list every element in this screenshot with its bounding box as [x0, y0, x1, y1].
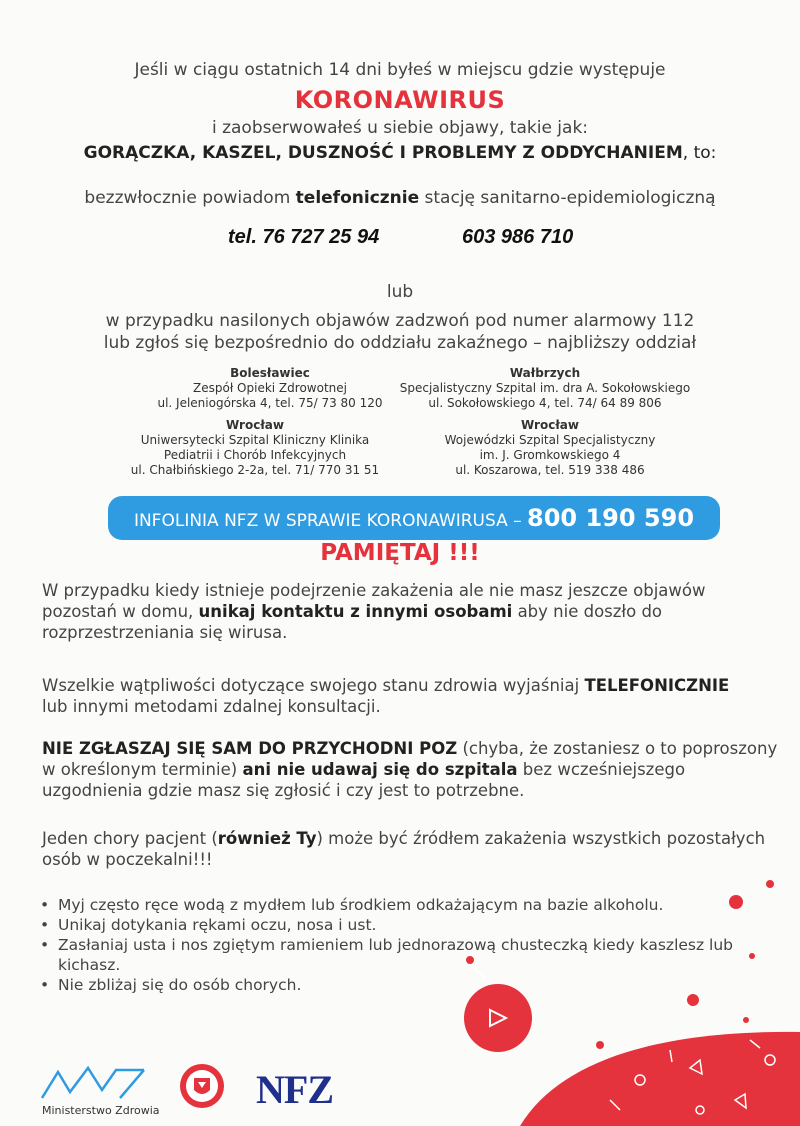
hospital-name: Uniwersytecki Szpital Kliniczny Klinika — [140, 433, 370, 447]
red-dot — [743, 1017, 749, 1023]
hospital-address: ul. Koszarowa, tel. 519 338 486 — [455, 463, 645, 477]
hospital-boleslawiec — [130, 366, 410, 411]
red-dot — [687, 994, 699, 1006]
triangle-mark — [490, 1010, 506, 1026]
ministry-of-health-logo — [42, 1068, 144, 1098]
notify-pre: bezzwłocznie powiadom — [84, 188, 296, 208]
alarm-line-1: w przypadku nasilonych objawów zadzwoń pod numer alarmowy 112 — [105, 311, 695, 331]
hospital-name-2: Pediatrii i Chorób Infekcyjnych — [163, 448, 347, 462]
red-dot — [766, 880, 774, 888]
remember-heading: PAMIĘTAJ !!! — [320, 540, 480, 566]
phone-number-2[interactable]: 603 986 710 — [462, 226, 574, 248]
nfz-logo: NFZ — [256, 1067, 333, 1112]
symptoms-suffix: , to: — [682, 143, 717, 163]
p2-text-end: lub innymi metodami zdalnej konsultacji. — [42, 697, 381, 716]
symptoms-list: GORĄCZKA, KASZEL, DUSZNOŚĆ I PROBLEMY Z ODDYCHANIEM — [83, 143, 683, 163]
nfz-hotline-banner[interactable] — [108, 496, 720, 540]
p4-text: Jeden chory pacjent ( — [42, 829, 218, 848]
list-item: • Unikaj dotykania rękami oczu, nosa i ust. — [40, 915, 760, 935]
intro-text: Jeśli w ciągu ostatnich 14 dni byłeś w miejscu gdzie występuje — [134, 60, 666, 80]
paragraph-infection-source — [42, 828, 782, 870]
hospital-wroclaw-wss — [400, 418, 700, 478]
p3-text-end: bez wcześniejszego uzgodnienia gdzie masz się zgłosić i czy jest to potrzebne. — [42, 760, 686, 800]
red-dot — [596, 1041, 604, 1049]
p1-text: W przypadku kiedy istnieje podejrzenie zakażenia ale nie masz jeszcze objawów pozostań w domu, — [42, 581, 706, 621]
p3-text: (chyba, że zostaniesz o to poproszony w określonym terminie) — [42, 739, 778, 779]
paragraph-no-clinic — [42, 738, 782, 801]
p2-bold: TELEFONICZNIE — [584, 676, 730, 695]
hospital-city: Wałbrzych — [509, 366, 581, 380]
p2-text: Wszelkie wątpliwości dotyczące swojego stanu zdrowia wyjaśniaj — [42, 676, 585, 695]
alarm-line-2: lub zgłoś się bezpośrednio do oddziału zakaźnego – najbliższy oddział — [103, 333, 697, 353]
intro-text-2: i zaobserwowałeś u siebie objawy, takie jak: — [211, 118, 589, 138]
notify-bold: telefonicznie — [295, 188, 420, 208]
hospital-name: Specjalistyczny Szpital im. dra A. Sokołowskiego — [399, 381, 691, 395]
hotline-number[interactable]: 800 190 590 — [527, 504, 695, 532]
hospital-city: Bolesławiec — [230, 366, 310, 380]
p1-bold: unikaj kontaktu z innymi osobami — [198, 602, 513, 621]
hospital-city: Wrocław — [226, 418, 284, 432]
hotline-label: INFOLINIA NFZ W SPRAWIE KORONAWIRUSA – — [133, 511, 528, 531]
p1-text-end: aby nie doszło do rozprzestrzeniania się wirusa. — [42, 602, 663, 642]
notify-line — [0, 188, 800, 208]
list-item: • Nie zbliżaj się do osób chorych. — [40, 975, 760, 995]
hospital-name-2: im. J. Gromkowskiego 4 — [479, 448, 621, 462]
list-item: • Zasłaniaj usta i nos zgiętym ramieniem lub jednorazową chusteczką kiedy kaszlesz lub kichasz. — [40, 935, 760, 975]
p4-text-end: ) może być źródłem zakażenia wszystkich pozostałych osób w poczekalni!!! — [42, 829, 766, 869]
notify-post: stację sanitarno-epidemiologiczną — [419, 188, 716, 208]
paragraph-stay-home — [42, 580, 782, 643]
p4-bold: również Ty — [217, 829, 317, 848]
symptoms-line — [0, 143, 800, 163]
sanitary-inspection-seal — [180, 1064, 224, 1108]
or-text: lub — [386, 282, 414, 302]
hospital-address: ul. Chałbińskiego 2-2a, tel. 71/ 770 31 51 — [130, 463, 380, 477]
hospital-wroclaw-usk — [100, 418, 410, 478]
list-item: • Myj często ręce wodą z mydłem lub środkiem odkażającym na bazie alkoholu. — [40, 895, 760, 915]
ministry-caption: Ministerstwo Zdrowia — [42, 1104, 160, 1117]
alarm-text — [0, 310, 800, 354]
paragraph-phone-consult — [42, 675, 782, 717]
hospital-address: ul. Sokołowskiego 4, tel. 74/ 64 89 806 — [428, 396, 662, 410]
advice-list — [40, 895, 760, 995]
p3-bold-2: ani nie udawaj się do szpitala — [242, 760, 518, 779]
page-title: KORONAWIRUS — [294, 86, 506, 114]
hospital-name: Zespół Opieki Zdrowotnej — [193, 381, 347, 395]
hospital-city: Wrocław — [521, 418, 579, 432]
hospital-address: ul. Jeleniogórska 4, tel. 75/ 73 80 120 — [157, 396, 383, 410]
hospital-walbrzych — [390, 366, 700, 411]
hospital-name: Wojewódzki Szpital Specjalistyczny — [444, 433, 656, 447]
red-wave — [520, 1032, 800, 1126]
p3-bold: NIE ZGŁASZAJ SIĘ SAM DO PRZYCHODNI POZ — [42, 739, 458, 758]
phone-number-1[interactable]: tel. 76 727 25 94 — [228, 226, 380, 248]
